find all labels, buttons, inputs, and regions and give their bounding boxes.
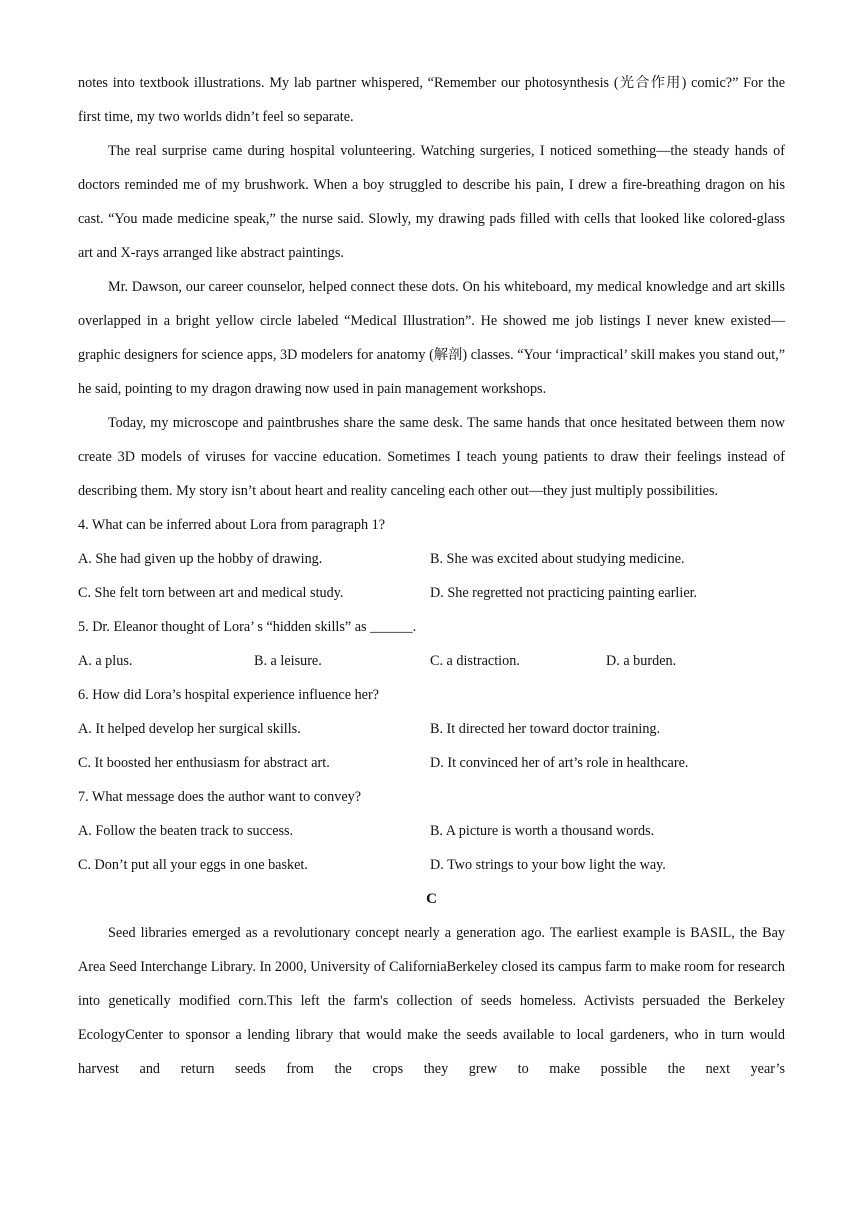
question-7-options-row-2	[78, 848, 785, 882]
passage-b-paragraph-continued: notes into textbook illustrations. My lab partner whispered, “Remember our photosynthesis (光合作用) comic?” For the first time, my two worlds didn’t feel so separate.	[78, 75, 785, 125]
question-6-options-row-2	[78, 746, 785, 780]
question-4-option-b: B. She was excited about studying medicine.	[430, 551, 685, 567]
question-5-option-b: B. a leisure.	[254, 653, 322, 669]
passage-c-paragraph: Seed libraries emerged as a revolutionary concept nearly a generation ago. The earliest example is BASIL, the Bay Area Seed Interchange Library. In 2000, University of CaliforniaBerkeley closed its campus farm to make room for research into genetically modified corn.This left the farm's collection of seeds homeless. Activists persuaded the Berkeley EcologyCenter to sponsor a lending library that would make the seeds available to local gardeners, who in turn would harvest and return seeds from the crops they grew to make possible the next year’s	[78, 925, 786, 1077]
question-5-option-a: A. a plus.	[78, 653, 133, 669]
question-6-option-c: C. It boosted her enthusiasm for abstract art.	[78, 755, 330, 771]
question-5-option-d: D. a burden.	[606, 653, 677, 669]
passage-b-paragraph-today: Today, my microscope and paintbrushes share the same desk. The same hands that once hesitated between them now create 3D models of viruses for vaccine education. Sometimes I teach young patients to draw their feelings instead of describing them. My story isn’t about heart and reality canceling each other out—they just multiply possibilities.	[78, 415, 785, 499]
question-4-stem: 4. What can be inferred about Lora from paragraph 1?	[78, 517, 385, 533]
question-6-stem: 6. How did Lora’s hospital experience influence her?	[78, 687, 379, 703]
passage-b-paragraph-counselor: Mr. Dawson, our career counselor, helped connect these dots. On his whiteboard, my medical knowledge and art skills overlapped in a bright yellow circle labeled “Medical Illustration”. He showed me job listings I never knew existed—graphic designers for science apps, 3D modelers for anatomy (解剖) classes. “Your ‘impractical’ skill makes you stand out,” he said, pointing to my dragon drawing now used in pain management workshops.	[78, 279, 785, 397]
question-5-stem: 5. Dr. Eleanor thought of Lora’ s “hidden skills” as ______.	[78, 619, 417, 635]
question-4-option-d: D. She regretted not practicing painting earlier.	[430, 585, 698, 601]
question-7-option-d: D. Two strings to your bow light the way.	[430, 857, 666, 873]
question-7-option-a: A. Follow the beaten track to success.	[78, 823, 294, 839]
passage-b-paragraph-hospital: The real surprise came during hospital volunteering. Watching surgeries, I noticed something—the steady hands of doctors reminded me of my brushwork. When a boy struggled to describe his pain, I drew a fire-breathing dragon on his cast. “You made medicine speak,” the nurse said. Slowly, my drawing pads filled with cells that looked like colored-glass art and X-rays arranged like abstract paintings.	[78, 143, 785, 261]
question-6-option-b: B. It directed her toward doctor training.	[430, 721, 661, 737]
question-4-option-c: C. She felt torn between art and medical study.	[78, 585, 344, 601]
question-5-options-row	[78, 644, 785, 678]
question-5-option-c: C. a distraction.	[430, 653, 520, 669]
question-4-options-row-1	[78, 542, 785, 576]
question-6-options-row-1	[78, 712, 785, 746]
question-7-stem: 7. What message does the author want to convey?	[78, 789, 362, 805]
question-4-options-row-2	[78, 576, 785, 610]
question-7-option-c: C. Don’t put all your eggs in one basket.	[78, 857, 308, 873]
section-c-heading: C	[426, 891, 437, 907]
document-page	[78, 66, 785, 1086]
question-7-options-row-1	[78, 814, 785, 848]
question-6-option-a: A. It helped develop her surgical skills.	[78, 721, 301, 737]
question-7-option-b: B. A picture is worth a thousand words.	[430, 823, 655, 839]
question-6-option-d: D. It convinced her of art’s role in healthcare.	[430, 755, 689, 771]
question-4-option-a: A. She had given up the hobby of drawing.	[78, 551, 323, 567]
